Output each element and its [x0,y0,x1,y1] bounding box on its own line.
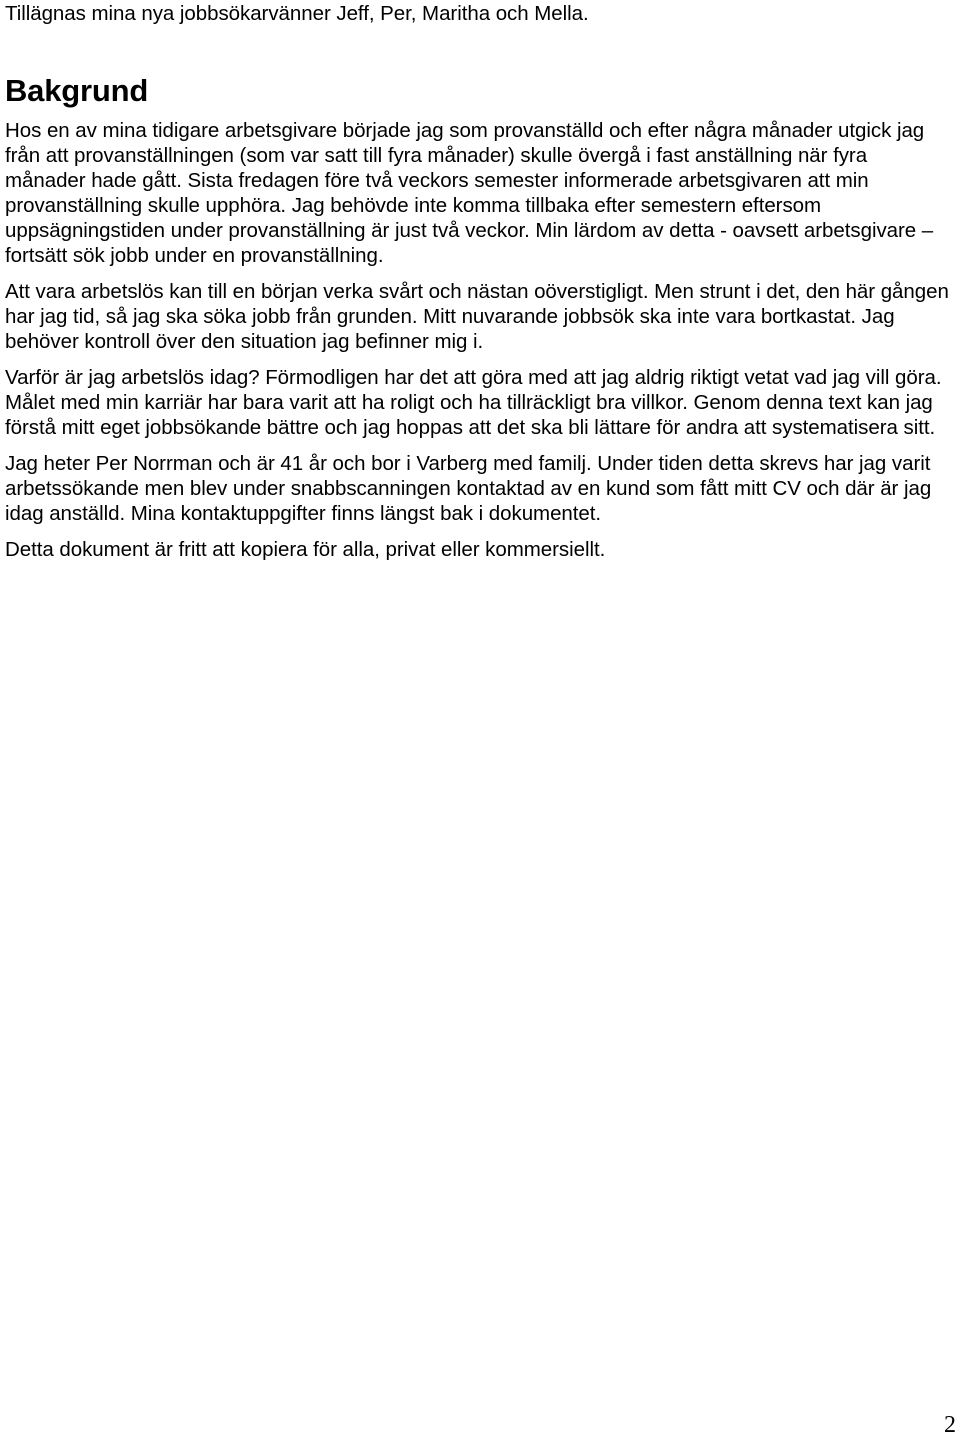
section-heading: Bakgrund [5,73,149,108]
dedication: Tillägnas mina nya jobbsökarvänner Jeff, Per, Maritha och Mella. [5,2,589,25]
paragraph-author-intro: Jag heter Per Norrman och är 41 år och bor i Varberg med familj. Under tiden detta skrevs har jag varit arbetssökande men blev under snabbscanningen kontaktad av en kund som fått mitt CV och där är jag idag anställd. Mina kontaktuppgifter finns längst bak i dokumentet. [5,452,932,525]
paragraph-background: Hos en av mina tidigare arbetsgivare började jag som provanställd och efter några månader utgick jag från att provanställningen (som var satt till fyra månader) skulle övergå i fast anställning när fyra månader hade gått. Sista fredagen före två veckors semester informerade arbetsgivaren att min provanställning skulle upphöra. Jag behövde inte komma tillbaka efter semestern eftersom uppsägningstiden under provanställning är just två veckor. Min lärdom av detta - oavsett arbetsgivare – fortsätt sök jobb under en provanställning. [5,119,934,267]
page-number: 2 [944,1412,956,1438]
paragraph-unemployment: Att vara arbetslös kan till en början verka svårt och nästan oöverstigligt. Men strunt i det, den här gången har jag tid, så jag ska söka jobb från grunden. Mitt nuvarande jobbsök ska inte vara bortkastat. Jag behöver kontroll över den situation jag befinner mig i. [5,280,949,353]
paragraph-license: Detta dokument är fritt att kopiera för alla, privat eller kommersiellt. [5,538,606,561]
paragraph-why-unemployed: Varför är jag arbetslös idag? Förmodligen har det att göra med att jag aldrig riktigt vetat vad jag vill göra. Målet med min karriär har bara varit att ha roligt och ha tillräckligt bra villkor. Genom denna text kan jag förstå mitt eget jobbsökande bättre och jag hoppas att det ska bli lättare för andra att systematisera sitt. [5,366,942,439]
